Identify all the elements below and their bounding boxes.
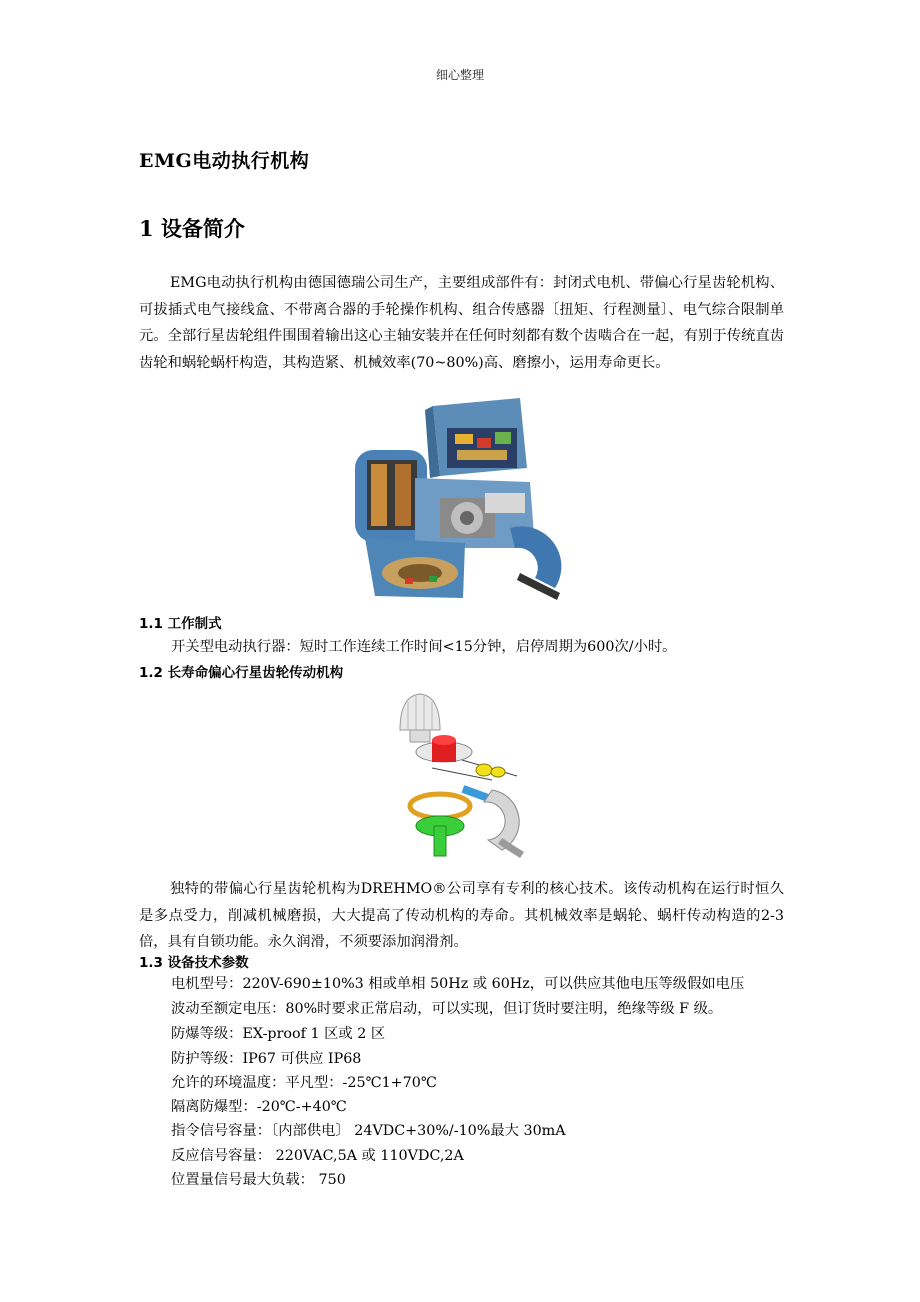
- actuator-cutaway-image: [345, 398, 575, 606]
- page-header: 细心整理: [435, 68, 484, 82]
- param-line: 指令信号容量：〔内部供电〕 24VDC+30%/-10%最大 30mA: [171, 1123, 566, 1139]
- param-line: 允许的环境温度：平凡型：-25℃1+70℃: [171, 1075, 437, 1091]
- param-line: 隔离防爆型：-20℃-+40℃: [171, 1099, 347, 1115]
- planetary-gear-diagram: [392, 690, 528, 860]
- param-line: 波动至额定电压：80%时要求正常启动，可以实现，但订货时要注明，绝缘等级 F 级。: [171, 1001, 723, 1017]
- param-line: 电机型号：220V-690±10%3 相或单相 50Hz 或 60Hz，可以供应其他电压等级假如电压: [171, 976, 745, 992]
- intro-paragraph: EMG电动执行机构由德国德瑞公司生产，主要组成部件有：封闭式电机、带偏心行星齿轮机构、可拔插式电气接线盒、不带离合器的手轮操作机构、组合传感器〔扭矩、行程测量〕、电气综合限制单元。全部行星齿轮组件围围着输出这心主轴安装并在任何时刻都有数个齿啮合在一起，有别于传统直齿齿轮和蜗轮蜗杆构造，其构造紧、机械效率(70~80%)高、磨擦小，运用寿命更长。: [139, 275, 784, 371]
- param-line: 反应信号容量： 220VAC,5A 或 110VDC,2A: [171, 1148, 464, 1164]
- section-heading-1: 1 设备简介: [139, 216, 245, 241]
- section-heading-1-1: 1.1 工作制式: [139, 616, 222, 632]
- gear-description-paragraph: 独特的带偏心行星齿轮机构为DREHMO®公司享有专利的核心技术。该传动机构在运行时恒久是多点受力，削减机械磨损，大大提高了传动机构的寿命。其机械效率是蜗轮、蜗杆传动构造的2-3倍，具有自锁功能。永久润滑，不须要添加润滑剂。: [139, 881, 784, 950]
- document-title: EMG电动执行机构: [139, 150, 310, 172]
- param-line: 防爆等级：EX-proof 1 区或 2 区: [171, 1026, 386, 1042]
- param-line: 防护等级：IP67 可供应 IP68: [171, 1051, 362, 1067]
- section-1-1-text: 开关型电动执行器：短时工作连续工作时间<15分钟，启停周期为600次/小时。: [171, 639, 677, 655]
- param-line: 位置量信号最大负载： 750: [171, 1172, 346, 1188]
- section-heading-1-2: 1.2 长寿命偏心行星齿轮传动机构: [139, 665, 344, 681]
- section-heading-1-3: 1.3 设备技术参数: [139, 955, 249, 971]
